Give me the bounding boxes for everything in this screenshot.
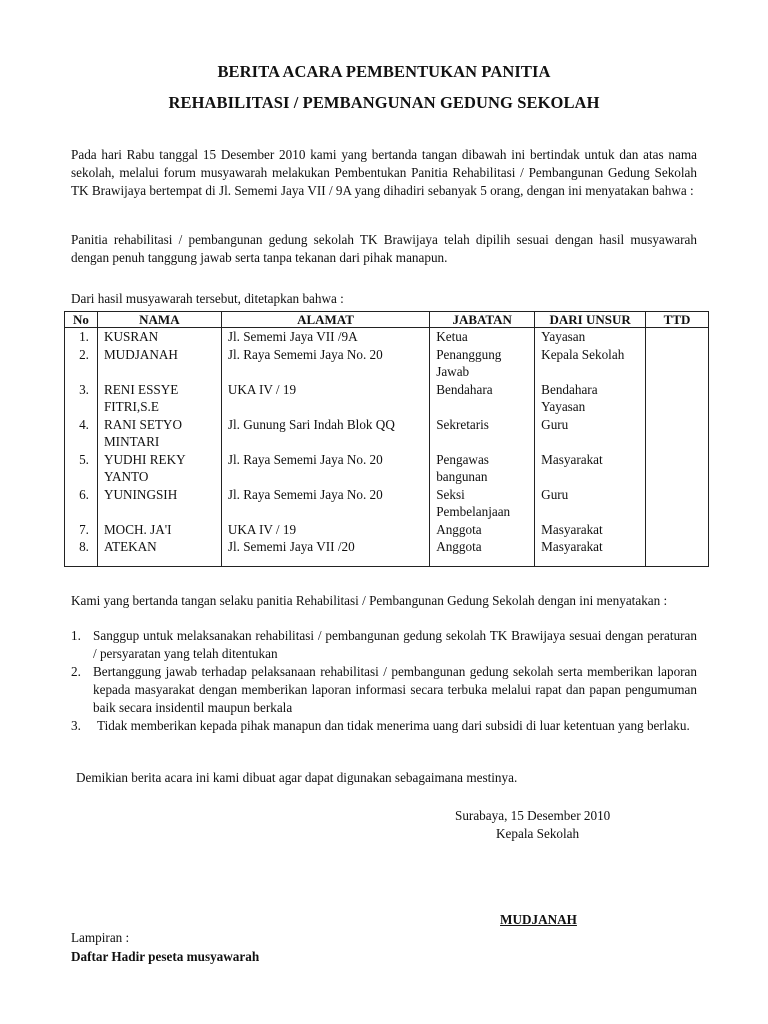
row-alamat: Jl. Sememi Jaya VII /9A: [221, 328, 429, 346]
table-row: [65, 346, 709, 381]
header-jabatan: JABATAN: [430, 312, 535, 328]
row-unsur: Bendahara Yayasan: [535, 381, 646, 416]
row-unsur: Masyarakat: [535, 521, 646, 539]
attachment-item: Daftar Hadir peseta musyawarah: [71, 949, 260, 964]
table-row: [65, 451, 709, 486]
header-nama: NAMA: [97, 312, 221, 328]
row-nama: YUDHI REKY YANTO: [97, 451, 221, 486]
header-dari-unsur: DARI UNSUR: [535, 312, 646, 328]
list-item: [71, 717, 697, 735]
list-item: [71, 663, 697, 717]
row-alamat: Jl. Sememi Jaya VII /20: [221, 538, 429, 564]
table-row: [65, 328, 709, 346]
row-alamat: UKA IV / 19: [221, 381, 429, 416]
row-alamat: Jl. Raya Sememi Jaya No. 20: [221, 486, 429, 521]
row-alamat: Jl. Raya Sememi Jaya No. 20: [221, 346, 429, 381]
opening-paragraph: Pada hari Rabu tanggal 15 Desember 2010 kami yang bertanda tangan dibawah ini bertindak untuk dan atas nama sekolah, melalui forum musyawarah melakukan Pembentukan Panitia Rehabilitasi / Pembangunan Gedung Sekolah TK Brawijaya bertempat di Jl. Sememi Jaya VII / 9A yang dihadiri sebanyak 5 orang, dengan ini menyatakan bahwa :: [71, 147, 697, 198]
attachment-label: Lampiran :: [71, 930, 130, 945]
table-row: [65, 416, 709, 451]
row-unsur: Masyarakat: [535, 538, 646, 564]
row-no: 5.: [65, 451, 98, 486]
row-nama: RANI SETYO MINTARI: [97, 416, 221, 451]
row-jabatan: Anggota: [430, 538, 535, 564]
list-item-number: 3.: [71, 718, 81, 733]
row-ttd: [646, 346, 709, 381]
row-nama: MOCH. JA'I: [97, 521, 221, 539]
table-row: [65, 381, 709, 416]
table-row: [65, 486, 709, 521]
document-title-line-1: BERITA ACARA PEMBENTUKAN PANITIA: [217, 62, 551, 81]
row-no: 3.: [65, 381, 98, 416]
row-ttd: [646, 451, 709, 486]
signature-place-date: Surabaya, 15 Desember 2010: [455, 808, 611, 823]
row-jabatan: Ketua: [430, 328, 535, 346]
list-item-number: 2.: [71, 664, 81, 679]
list-item-text: Tidak memberikan kepada pihak manapun dan tidak menerima uang dari subsidi di luar ketentuan yang berlaku.: [97, 718, 690, 733]
document-title-line-2: REHABILITASI / PEMBANGUNAN GEDUNG SEKOLAH: [168, 93, 600, 112]
row-alamat: UKA IV / 19: [221, 521, 429, 539]
row-jabatan: Seksi Pembelanjaan: [430, 486, 535, 521]
row-no: 6.: [65, 486, 98, 521]
row-jabatan: Anggota: [430, 521, 535, 539]
header-no: No: [65, 312, 98, 328]
row-unsur: Kepala Sekolah: [535, 346, 646, 381]
list-item-number: 1.: [71, 628, 81, 643]
row-jabatan: Pengawas bangunan: [430, 451, 535, 486]
row-ttd: [646, 486, 709, 521]
row-jabatan: Bendahara: [430, 381, 535, 416]
closing-paragraph: Demikian berita acara ini kami dibuat agar dapat digunakan sebagaimana mestinya.: [76, 770, 518, 785]
row-nama: ATEKAN: [97, 538, 221, 564]
table-row: [65, 521, 709, 539]
row-alamat: Jl. Gunung Sari Indah Blok QQ: [221, 416, 429, 451]
table-header-row: [65, 312, 709, 328]
list-item: [71, 627, 697, 663]
row-ttd: [646, 538, 709, 564]
declaration-list: [71, 627, 697, 735]
declaration-intro: Kami yang bertanda tangan selaku panitia Rehabilitasi / Pembangunan Gedung Sekolah dengan ini menyatakan :: [71, 593, 668, 608]
row-nama: KUSRAN: [97, 328, 221, 346]
result-intro: Dari hasil musyawarah tersebut, ditetapkan bahwa :: [71, 291, 344, 306]
header-ttd: TTD: [646, 312, 709, 328]
row-no: 8.: [65, 538, 98, 564]
row-no: 2.: [65, 346, 98, 381]
row-nama: MUDJANAH: [97, 346, 221, 381]
header-alamat: ALAMAT: [221, 312, 429, 328]
row-unsur: Guru: [535, 416, 646, 451]
row-alamat: Jl. Raya Sememi Jaya No. 20: [221, 451, 429, 486]
signature-role: Kepala Sekolah: [496, 826, 580, 841]
row-nama: YUNINGSIH: [97, 486, 221, 521]
row-ttd: [646, 328, 709, 346]
row-ttd: [646, 381, 709, 416]
signature-name: MUDJANAH: [500, 912, 577, 927]
row-jabatan: Sekretaris: [430, 416, 535, 451]
row-no: 1.: [65, 328, 98, 346]
row-ttd: [646, 416, 709, 451]
row-nama: RENI ESSYE FITRI,S.E: [97, 381, 221, 416]
row-unsur: Guru: [535, 486, 646, 521]
statement-paragraph: Panitia rehabilitasi / pembangunan gedung sekolah TK Brawijaya telah dipilih sesuai dengan hasil musyawarah dengan penuh tanggung jawab serta tanpa tekanan dari pihak manapun.: [71, 232, 697, 265]
table-row: [65, 538, 709, 564]
row-jabatan: Penanggung Jawab: [430, 346, 535, 381]
row-unsur: Masyarakat: [535, 451, 646, 486]
row-no: 7.: [65, 521, 98, 539]
table-bottom-border: [65, 564, 709, 567]
row-ttd: [646, 521, 709, 539]
list-item-text: Sanggup untuk melaksanakan rehabilitasi / pembangunan gedung sekolah TK Brawijaya sesuai dengan peraturan / persyaratan yang telah ditentukan: [93, 628, 697, 661]
row-no: 4.: [65, 416, 98, 451]
row-unsur: Yayasan: [535, 328, 646, 346]
committee-table: [64, 311, 709, 567]
list-item-text: Bertanggung jawab terhadap pelaksanaan rehabilitasi / pembangunan gedung sekolah serta memberikan laporan kepada masyarakat dengan memberikan laporan informasi secara terbuka melalui rapat dan papan pengumuman baik secara insidentil maupun berkala: [93, 664, 697, 715]
